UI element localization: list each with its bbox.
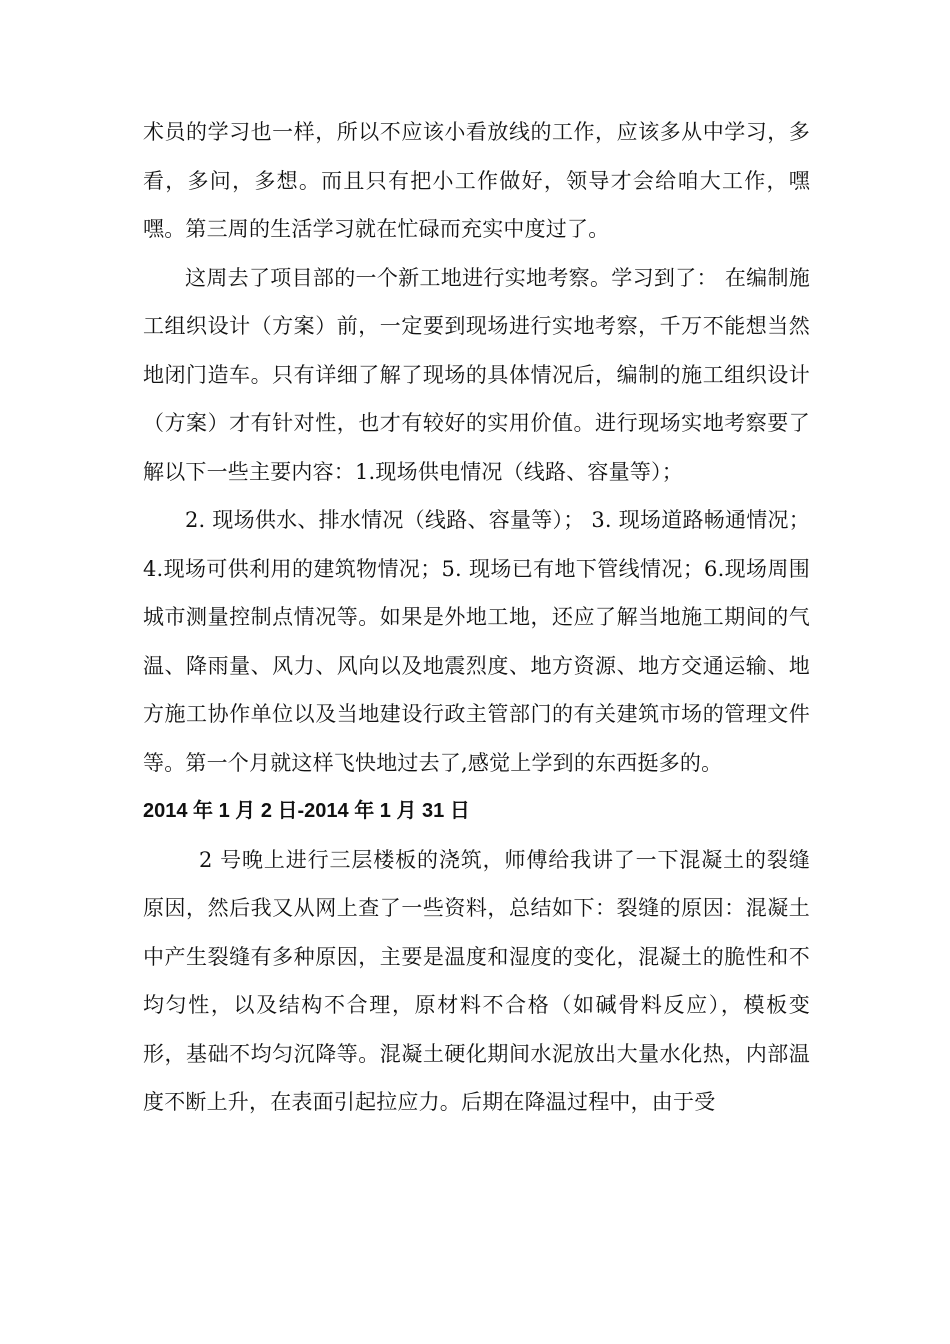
paragraph-continuation: 术员的学习也一样，所以不应该小看放线的工作，应该多从中学习，多看，多问，多想。而且只有把小工作做好，领导才会给咱大工作，嘿嘿。第三周的生活学习就在忙碌而充实中度过了。 bbox=[143, 120, 810, 241]
date-range-heading: 2014 年 1 月 2 日-2014 年 1 月 31 日 bbox=[143, 800, 470, 822]
paragraph-concrete-cracks: 2 号晚上进行三层楼板的浇筑，师傅给我讲了一下混凝土的裂缝原因，然后我又从网上查了一些资料，总结如下：裂缝的原因：混凝土中产生裂缝有多种原因，主要是温度和湿度的变化，混凝土的脆性和不均匀性，以及结构不合理，原材料不合格（如碱骨料反应），模板变形，基础不均匀沉降等。混凝土硬化期间水泥放出大量水化热，内部温度不断上升，在表面引起拉应力。后期在降温过程中，由于受 bbox=[143, 847, 810, 1114]
paragraph-survey-items: 2. 现场供水、排水情况（线路、容量等）； 3. 现场道路畅通情况；4.现场可供利用的建筑物情况；5. 现场已有地下管线情况；6.现场周围城市测量控制点情况等。如果是外地工地，还应了解当地施工期间的气温、降雨量、风力、风向以及地震烈度、地方资源、地方交通运输、地方施工协作单位以及当地建设行政主管部门的有关建筑市场的管理文件等。第一个月就这样飞快地过去了,感觉上学到的东西挺多的。 bbox=[143, 508, 810, 775]
paragraph-site-survey: 这周去了项目部的一个新工地进行实地考察。学习到了： 在编制施工组织设计（方案）前，一定要到现场进行实地考察，千万不能想当然地闭门造车。只有详细了解了现场的具体情况后，编制的施工组织设计（方案）才有针对性，也才有较好的实用价值。进行现场实地考察要了解以下一些主要内容：1.现场供电情况（线路、容量等）； bbox=[143, 265, 810, 484]
document-body bbox=[143, 108, 810, 1127]
